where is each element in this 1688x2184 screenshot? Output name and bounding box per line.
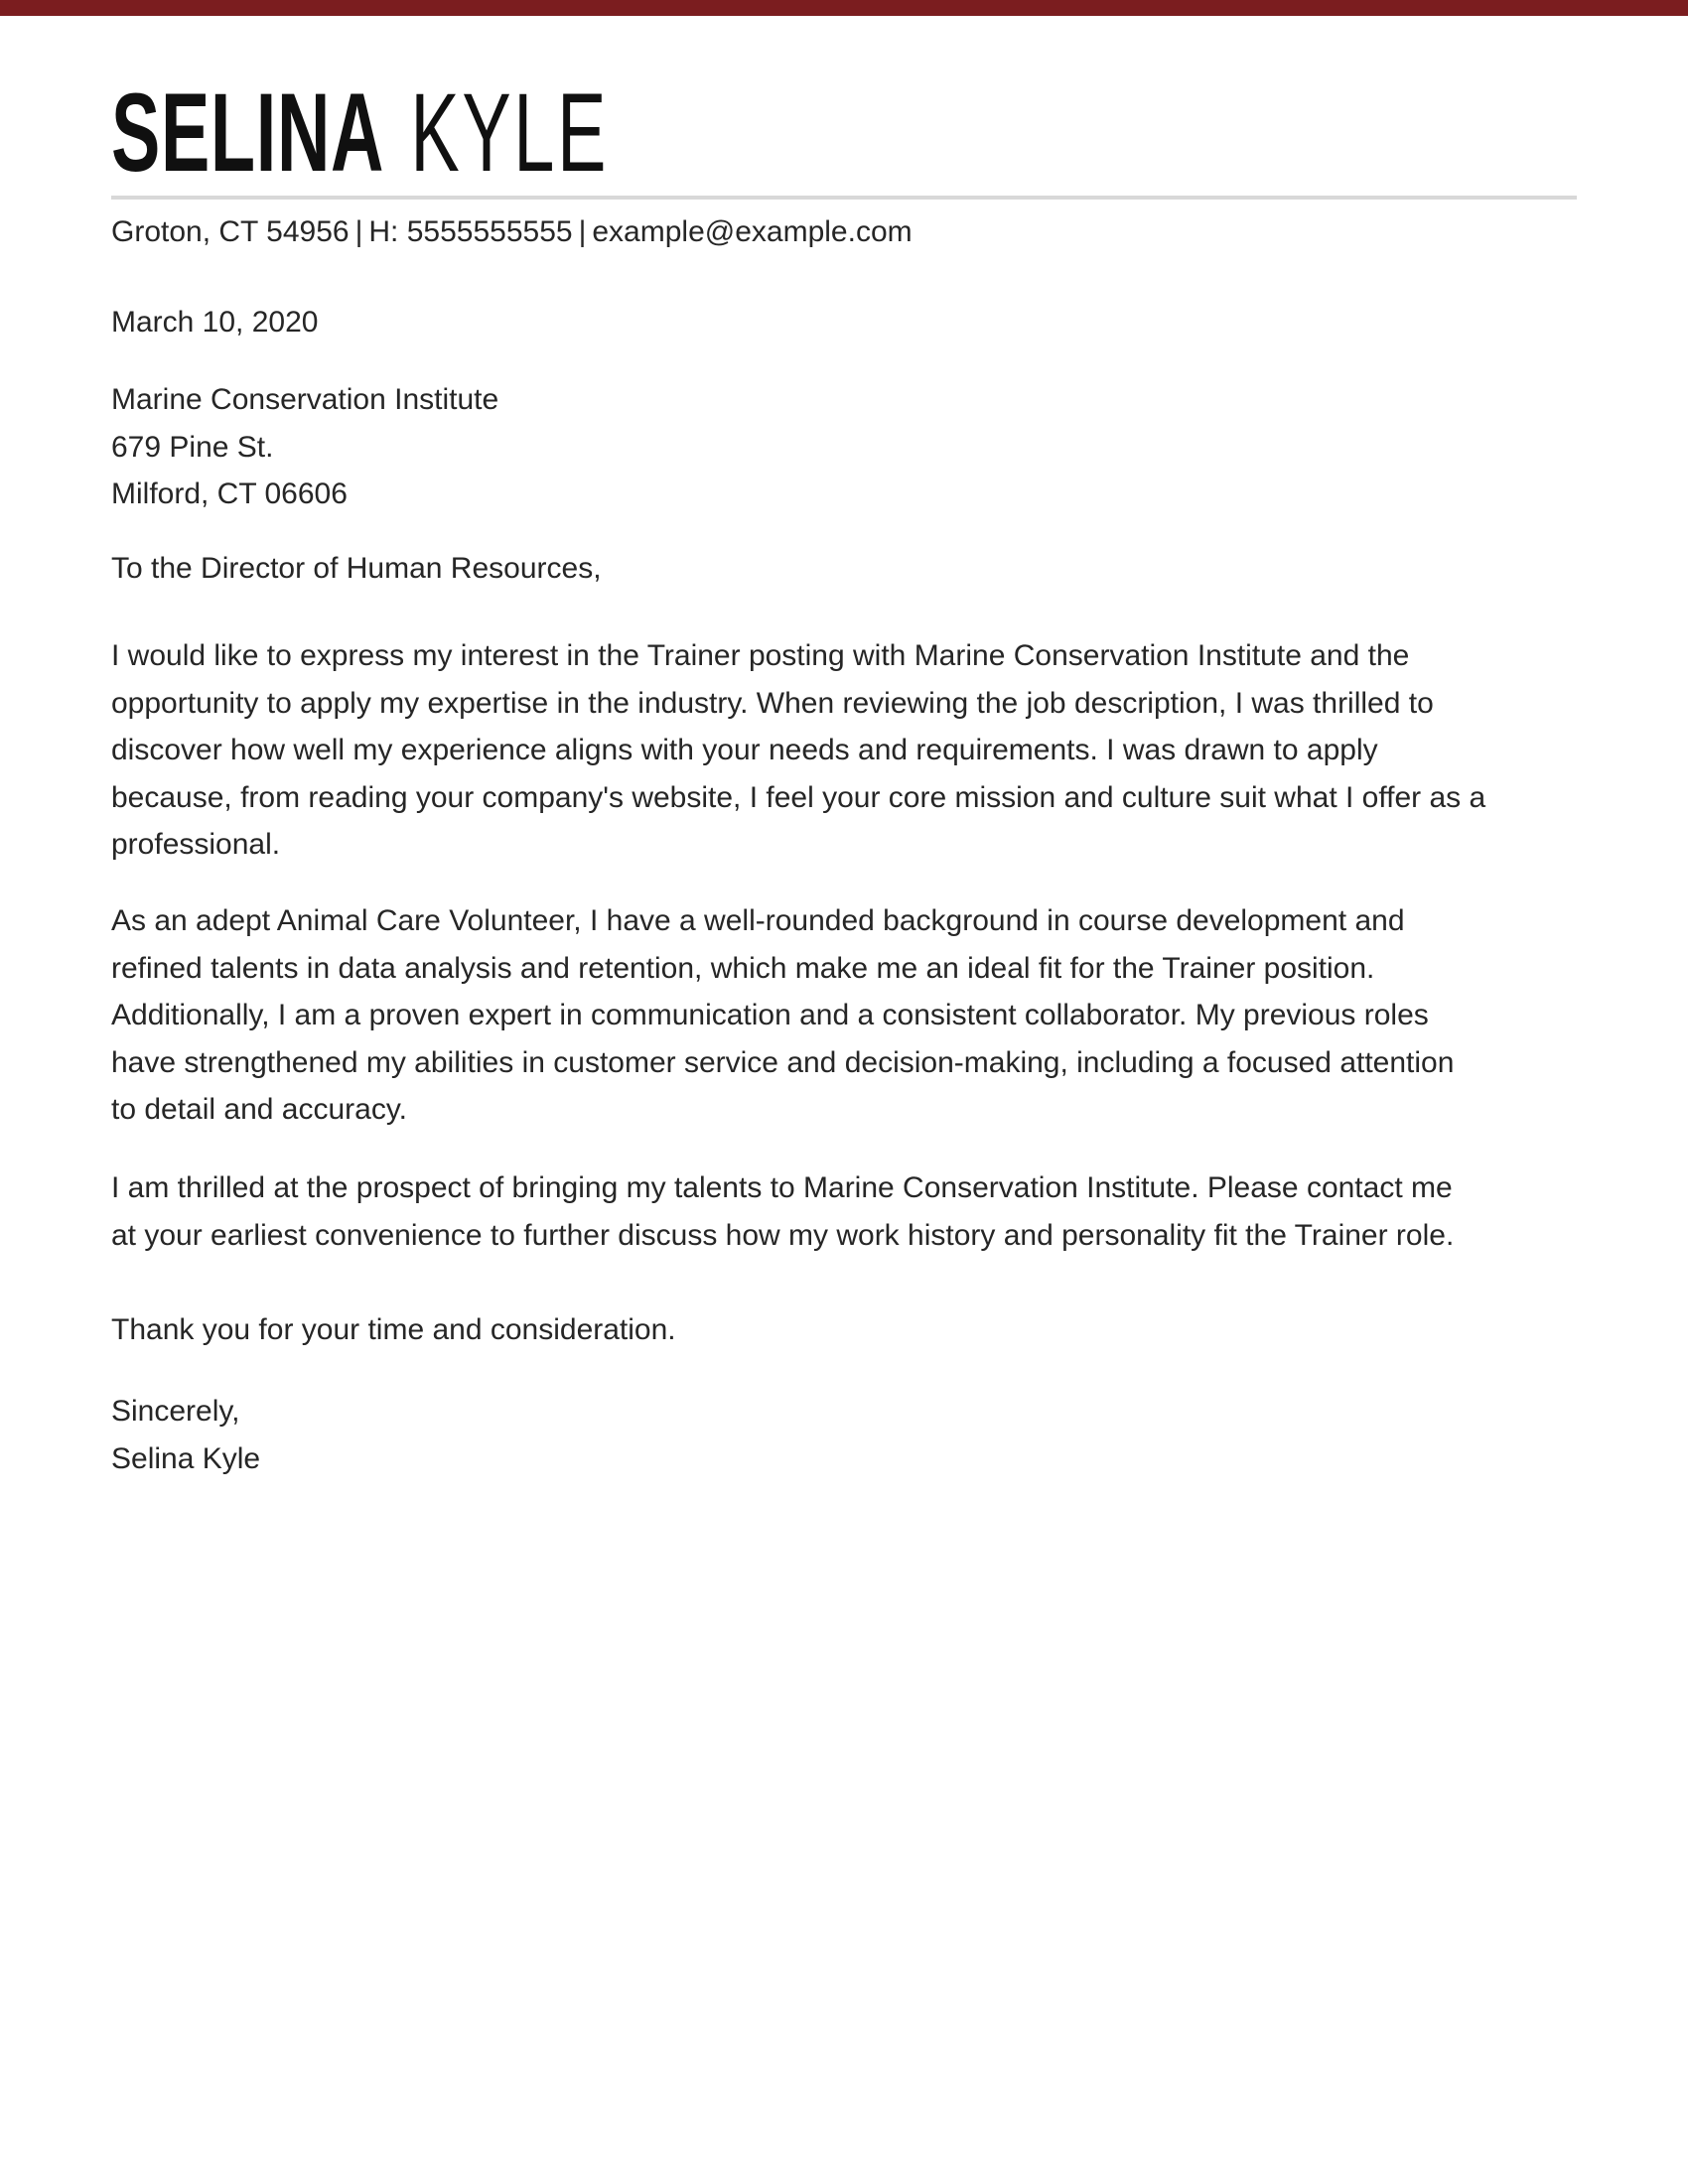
signoff <box>111 1388 1581 1482</box>
paragraph-line: As an adept Animal Care Volunteer, I have a well-rounded background in course development and <box>111 904 1405 937</box>
recipient-street: 679 Pine St. <box>111 430 274 464</box>
contact-email: example@example.com <box>592 215 913 248</box>
paragraph-line: have strengthened my abilities in customer service and decision-making, including a focused attention <box>111 1045 1455 1079</box>
top-accent-bar <box>0 0 1688 16</box>
body-paragraph-3 <box>111 1164 1581 1259</box>
recipient-address <box>111 376 1581 518</box>
page-title <box>111 70 610 195</box>
contact-phone: H: 5555555555 <box>368 215 573 248</box>
salutation: To the Director of Human Resources, <box>111 552 602 585</box>
paragraph-line: refined talents in data analysis and retention, which make me an ideal fit for the Trainer position. <box>111 951 1375 985</box>
paragraph-line: at your earliest convenience to further discuss how my work history and personality fit the Trainer role. <box>111 1218 1455 1252</box>
paragraph-line: Additionally, I am a proven expert in communication and a consistent collaborator. My previous roles <box>111 999 1429 1031</box>
body-paragraph-2 <box>111 897 1581 1134</box>
recipient-city: Milford, CT 06606 <box>111 478 348 510</box>
paragraph-line: professional. <box>111 828 281 861</box>
paragraph-line: to detail and accuracy. <box>111 1093 407 1126</box>
contact-location: Groton, CT 54956 <box>111 215 350 248</box>
last-name: KYLE <box>410 70 610 195</box>
header-divider <box>111 196 1577 200</box>
paragraph-line: I would like to express my interest in the Trainer posting with Marine Conservation Institute and the <box>111 639 1410 672</box>
signature-name: Selina Kyle <box>111 1441 261 1475</box>
contact-info <box>111 208 1581 256</box>
paragraph-line: opportunity to apply my expertise in the industry. When reviewing the job description, I was thrilled to <box>111 686 1434 720</box>
signoff-word: Sincerely, <box>111 1395 240 1428</box>
contact-separator: | <box>578 215 587 248</box>
contact-separator: | <box>354 215 363 248</box>
paragraph-line: because, from reading your company's website, I feel your core mission and culture suit what I offer as a <box>111 780 1486 814</box>
body-paragraph-1 <box>111 632 1581 869</box>
letter-date: March 10, 2020 <box>111 306 319 339</box>
paragraph-line: discover how well my experience aligns with your needs and requirements. I was drawn to apply <box>111 734 1378 766</box>
paragraph-line: I am thrilled at the prospect of bringing my talents to Marine Conservation Institute. Please contact me <box>111 1171 1453 1204</box>
recipient-company: Marine Conservation Institute <box>111 383 499 416</box>
first-name: SELINA <box>111 70 385 195</box>
closing-thanks: Thank you for your time and consideration. <box>111 1313 676 1346</box>
